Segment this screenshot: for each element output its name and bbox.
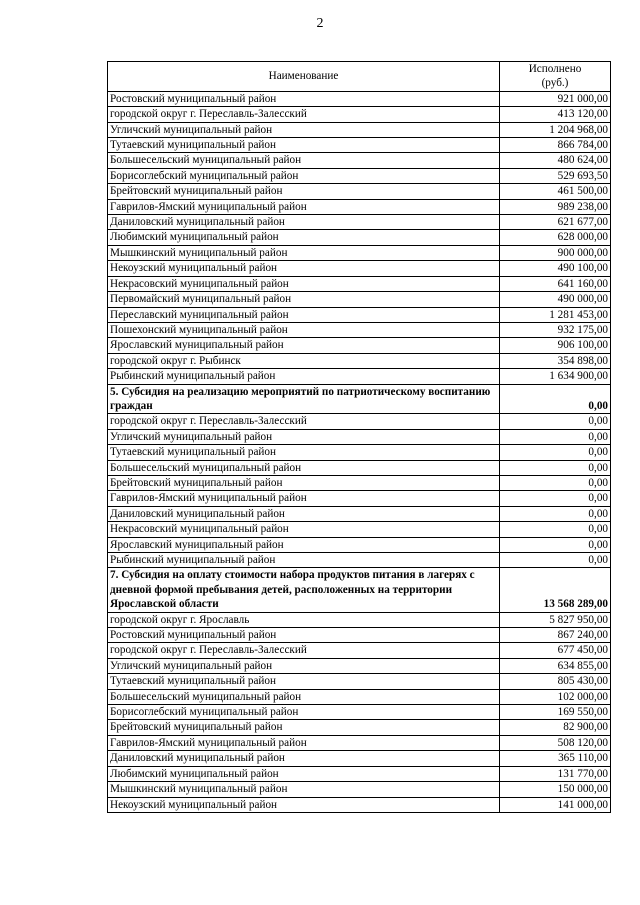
row-value: 0,00 (500, 537, 611, 552)
row-value: 0,00 (500, 414, 611, 429)
row-name: Некрасовский муниципальный район (108, 522, 500, 537)
row-name: Угличский муниципальный район (108, 122, 500, 137)
table-row (108, 674, 611, 689)
row-name: городской округ г. Рыбинск (108, 353, 500, 368)
row-value: 1 204 968,00 (500, 122, 611, 137)
table-row (108, 628, 611, 643)
row-value: 141 000,00 (500, 797, 611, 812)
row-name: Рыбинский муниципальный район (108, 369, 500, 384)
row-name: Любимский муниципальный район (108, 230, 500, 245)
row-value: 0,00 (500, 429, 611, 444)
row-value: 906 100,00 (500, 338, 611, 353)
row-name: городской округ г. Ярославль (108, 612, 500, 627)
section-title: 5. Субсидия на реализацию мероприятий по патриотическому воспитанию граждан (108, 384, 500, 414)
row-value: 0,00 (500, 491, 611, 506)
row-name: Гаврилов-Ямский муниципальный район (108, 199, 500, 214)
table-row (108, 506, 611, 521)
table-row (108, 522, 611, 537)
row-value: 634 855,00 (500, 658, 611, 673)
table-row (108, 537, 611, 552)
table-row (108, 199, 611, 214)
table-row (108, 168, 611, 183)
table-row (108, 735, 611, 750)
section-total: 0,00 (500, 384, 611, 414)
row-value: 867 240,00 (500, 628, 611, 643)
row-name: городской округ г. Переславль-Залесский (108, 414, 500, 429)
table-row (108, 184, 611, 199)
row-value: 0,00 (500, 475, 611, 490)
page-number: 2 (316, 16, 324, 31)
table-row (108, 91, 611, 106)
row-name: Переславский муниципальный район (108, 307, 500, 322)
table-row (108, 307, 611, 322)
row-value: 413 120,00 (500, 107, 611, 122)
table-row (108, 414, 611, 429)
row-name: Угличский муниципальный район (108, 429, 500, 444)
row-value: 805 430,00 (500, 674, 611, 689)
table-row (108, 276, 611, 291)
row-name: Тутаевский муниципальный район (108, 674, 500, 689)
table-row (108, 322, 611, 337)
row-value: 529 693,50 (500, 168, 611, 183)
table-row (108, 751, 611, 766)
table-header-row (108, 62, 611, 92)
table-row (108, 491, 611, 506)
row-name: Даниловский муниципальный район (108, 506, 500, 521)
row-name: Некоузский муниципальный район (108, 797, 500, 812)
row-name: Некрасовский муниципальный район (108, 276, 500, 291)
table-row (108, 553, 611, 568)
row-value: 921 000,00 (500, 91, 611, 106)
table-row (108, 261, 611, 276)
table-row (108, 230, 611, 245)
row-name: Брейтовский муниципальный район (108, 475, 500, 490)
column-header-value (500, 62, 611, 92)
row-value: 490 100,00 (500, 261, 611, 276)
column-header-name: Наименование (108, 62, 500, 92)
row-value: 461 500,00 (500, 184, 611, 199)
row-name: Рыбинский муниципальный район (108, 553, 500, 568)
row-name: Брейтовский муниципальный район (108, 184, 500, 199)
table-row (108, 689, 611, 704)
row-name: Мышкинский муниципальный район (108, 245, 500, 260)
row-value: 365 110,00 (500, 751, 611, 766)
table-row (108, 658, 611, 673)
row-value: 169 550,00 (500, 705, 611, 720)
row-value: 989 238,00 (500, 199, 611, 214)
row-name: Ростовский муниципальный район (108, 628, 500, 643)
row-name: Гаврилов-Ямский муниципальный район (108, 735, 500, 750)
table-row (108, 643, 611, 658)
row-value: 900 000,00 (500, 245, 611, 260)
row-value: 102 000,00 (500, 689, 611, 704)
row-value: 932 175,00 (500, 322, 611, 337)
row-name: Любимский муниципальный район (108, 766, 500, 781)
table-row (108, 460, 611, 475)
row-value: 0,00 (500, 506, 611, 521)
row-value: 508 120,00 (500, 735, 611, 750)
row-name: Мышкинский муниципальный район (108, 782, 500, 797)
row-value: 621 677,00 (500, 215, 611, 230)
table-row (108, 369, 611, 384)
row-name: Первомайский муниципальный район (108, 292, 500, 307)
row-name: Большесельский муниципальный район (108, 689, 500, 704)
column-header-value-line2: (руб.) (541, 77, 569, 90)
row-name: Гаврилов-Ямский муниципальный район (108, 491, 500, 506)
row-name: городской округ г. Переславль-Залесский (108, 643, 500, 658)
row-name: Даниловский муниципальный район (108, 215, 500, 230)
table-row (108, 797, 611, 812)
row-name: Пошехонский муниципальный район (108, 322, 500, 337)
row-name: Борисоглебский муниципальный район (108, 705, 500, 720)
row-name: Брейтовский муниципальный район (108, 720, 500, 735)
table-row (108, 292, 611, 307)
table-row (108, 138, 611, 153)
table-row (108, 720, 611, 735)
row-value: 0,00 (500, 460, 611, 475)
row-name: Ростовский муниципальный район (108, 91, 500, 106)
row-name: Тутаевский муниципальный район (108, 445, 500, 460)
row-value: 490 000,00 (500, 292, 611, 307)
table-row (108, 782, 611, 797)
table-row (108, 766, 611, 781)
row-value: 866 784,00 (500, 138, 611, 153)
table-row (108, 445, 611, 460)
row-name: Угличский муниципальный район (108, 658, 500, 673)
column-header-value-line1: Исполнено (528, 63, 582, 75)
row-name: Большесельский муниципальный район (108, 153, 500, 168)
row-value: 480 624,00 (500, 153, 611, 168)
row-value: 677 450,00 (500, 643, 611, 658)
table-row (108, 353, 611, 368)
row-value: 1 634 900,00 (500, 369, 611, 384)
row-value: 354 898,00 (500, 353, 611, 368)
row-name: городской округ г. Переславль-Залесский (108, 107, 500, 122)
section-row (108, 384, 611, 414)
row-name: Тутаевский муниципальный район (108, 138, 500, 153)
section-row (108, 568, 611, 612)
row-value: 0,00 (500, 553, 611, 568)
section-total: 13 568 289,00 (500, 568, 611, 612)
table-row (108, 338, 611, 353)
table-row (108, 475, 611, 490)
table-row (108, 612, 611, 627)
table-row (108, 705, 611, 720)
row-name: Некоузский муниципальный район (108, 261, 500, 276)
row-value: 131 770,00 (500, 766, 611, 781)
table-row (108, 153, 611, 168)
row-name: Большесельский муниципальный район (108, 460, 500, 475)
row-value: 0,00 (500, 522, 611, 537)
budget-table (107, 61, 611, 813)
table-row (108, 215, 611, 230)
table-row (108, 429, 611, 444)
row-name: Борисоглебский муниципальный район (108, 168, 500, 183)
row-value: 150 000,00 (500, 782, 611, 797)
section-title: 7. Субсидия на оплату стоимости набора продуктов питания в лагерях с дневной формой пребывания детей, расположенных на территории Ярославской области (108, 568, 500, 612)
row-name: Даниловский муниципальный район (108, 751, 500, 766)
row-value: 82 900,00 (500, 720, 611, 735)
row-value: 1 281 453,00 (500, 307, 611, 322)
row-value: 641 160,00 (500, 276, 611, 291)
row-value: 628 000,00 (500, 230, 611, 245)
row-value: 5 827 950,00 (500, 612, 611, 627)
row-name: Ярославский муниципальный район (108, 537, 500, 552)
table-row (108, 107, 611, 122)
table-row (108, 245, 611, 260)
row-value: 0,00 (500, 445, 611, 460)
table-row (108, 122, 611, 137)
row-name: Ярославский муниципальный район (108, 338, 500, 353)
table-body (108, 91, 611, 812)
